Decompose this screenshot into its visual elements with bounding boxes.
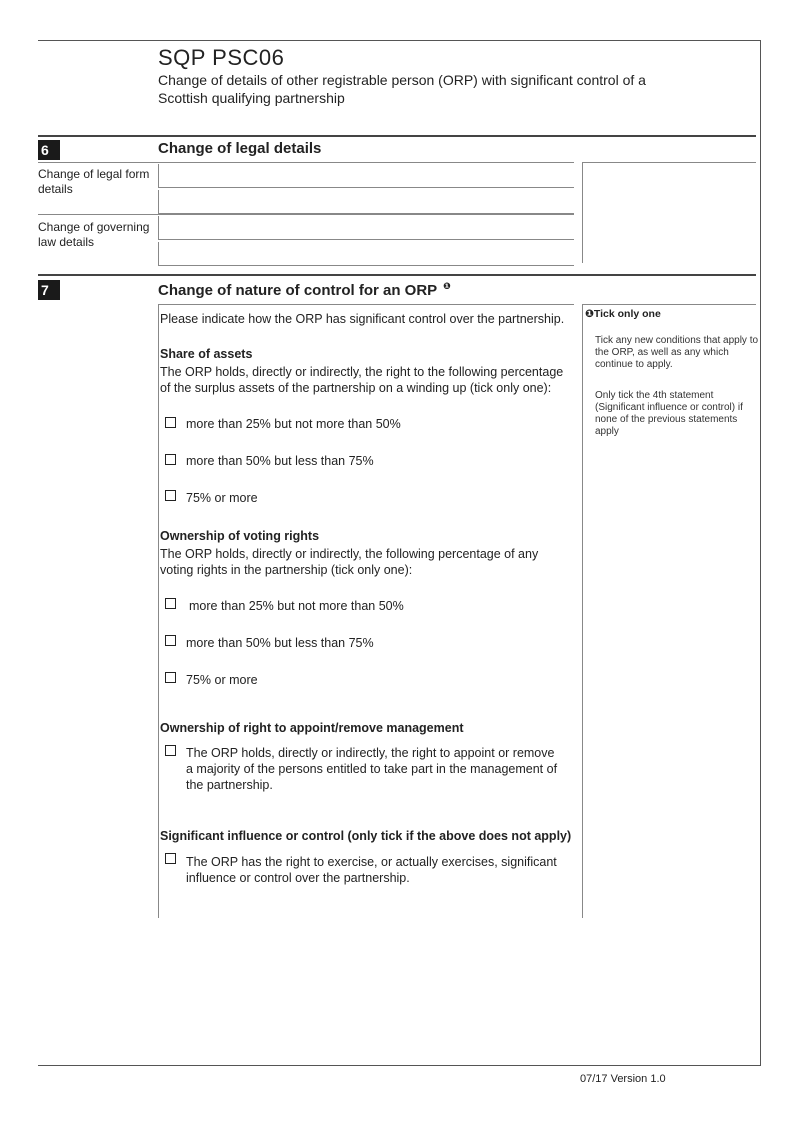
section-7-left-line <box>158 304 159 918</box>
legal-form-label: Change of legal form details <box>38 167 150 196</box>
section-7-bar <box>38 274 756 276</box>
side-note-top-line <box>583 304 756 305</box>
bottom-rule <box>38 1065 760 1066</box>
governing-law-field-2[interactable] <box>158 242 574 266</box>
assets-text: The ORP holds, directly or indirectly, the right to the following percentage of the surplus assets of the partnership on a winding up (tick only one): <box>160 365 564 395</box>
form-code: SQP PSC06 <box>158 45 285 70</box>
management-checkbox[interactable] <box>165 745 176 756</box>
influence-checkbox[interactable] <box>165 853 176 864</box>
section-7-intro: Please indicate how the ORP has significant control over the partnership. <box>160 312 565 326</box>
management-heading: Ownership of right to appoint/remove management <box>160 721 464 735</box>
side-note-para-1: Tick any new conditions that apply to the ORP, as well as any which continue to apply. <box>595 335 759 370</box>
section-7-right-divider <box>582 304 583 918</box>
assets-50-75-label: more than 50% but less than 75% <box>186 454 374 468</box>
side-note-title: ❶Tick only one <box>585 308 661 320</box>
voting-75-checkbox[interactable] <box>165 672 176 683</box>
legal-form-field-1[interactable] <box>158 164 574 188</box>
section-7-number: 7 <box>38 280 60 300</box>
section-6-number: 6 <box>38 140 60 160</box>
info-icon: ❶ <box>443 281 451 291</box>
voting-75-label: 75% or more <box>186 673 258 687</box>
management-label: The ORP holds, directly or indirectly, the right to appoint or remove a majority of the persons entitled to take part in the management of the partnership. <box>186 746 558 792</box>
section-6-top-line <box>38 162 574 163</box>
right-border <box>760 40 761 1066</box>
side-note-para-2: Only tick the 4th statement (Significant influence or control) if none of the previous statements apply <box>595 390 743 437</box>
influence-label: The ORP has the right to exercise, or actually exercises, significant influence or control over the partnership. <box>186 855 557 885</box>
section-6-mid-line <box>38 214 574 215</box>
top-rule <box>38 40 760 41</box>
voting-25-50-checkbox[interactable] <box>165 598 176 609</box>
section-6-title: Change of legal details <box>158 140 322 157</box>
influence-heading: Significant influence or control (only tick if the above does not apply) <box>160 829 572 843</box>
assets-25-50-label: more than 25% but not more than 50% <box>186 417 401 431</box>
version-label: 07/17 Version 1.0 <box>580 1073 666 1085</box>
section-7-title: Change of nature of control for an ORP $^❶$ <box>158 281 451 299</box>
voting-heading: Ownership of voting rights <box>160 529 320 543</box>
section-7-top-line <box>158 304 574 305</box>
form-title: Change of details of other registrable person (ORP) with significant control of a Scottish qualifying partnership <box>158 72 646 106</box>
section-6-side-top-line <box>583 162 756 163</box>
section-6-side-divider <box>582 162 583 263</box>
governing-law-field-1[interactable] <box>158 216 574 240</box>
assets-50-75-checkbox[interactable] <box>165 454 176 465</box>
section-6-bar <box>38 135 756 137</box>
assets-heading: Share of assets <box>160 347 253 361</box>
legal-form-field-2[interactable] <box>158 190 574 214</box>
voting-50-75-checkbox[interactable] <box>165 635 176 646</box>
assets-75-checkbox[interactable] <box>165 490 176 501</box>
voting-50-75-label: more than 50% but less than 75% <box>186 636 374 650</box>
voting-text: The ORP holds, directly or indirectly, the following percentage of any voting rights in the partnership (tick only one): <box>160 547 539 577</box>
assets-75-label: 75% or more <box>186 491 258 505</box>
governing-law-label: Change of governing law details <box>38 220 150 249</box>
assets-25-50-checkbox[interactable] <box>165 417 176 428</box>
voting-25-50-label: more than 25% but not more than 50% <box>189 599 404 613</box>
